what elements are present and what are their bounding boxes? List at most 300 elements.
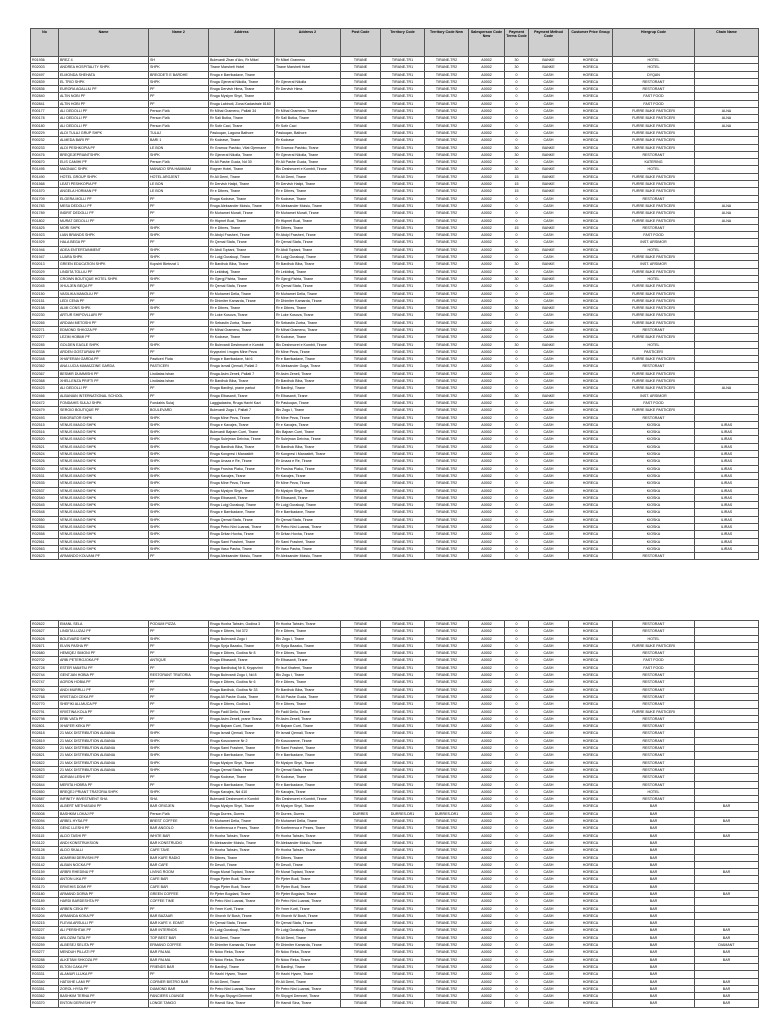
table-cell: TIRANE-TR2 (425, 378, 469, 385)
table-cell: CASH (529, 701, 569, 708)
table-cell: BAR (613, 949, 695, 956)
table-cell: TIRANE (341, 326, 381, 333)
table-cell: FURRE BUKE PASTICERI (613, 334, 695, 341)
table-cell: A0002 (469, 268, 505, 275)
table-cell: R02628 (31, 635, 59, 642)
table-cell: Person Fizik (149, 810, 209, 817)
table-row (31, 993, 759, 1000)
table-cell: TIRANE-TR2 (425, 883, 469, 890)
table-cell: Rruga e Barrikadave, Tirane (209, 71, 275, 78)
table-cell: CASH (529, 458, 569, 465)
table-cell: A0002 (469, 188, 505, 195)
table-cell: Laggjadastra, Rruga Haxhi Kazi (209, 399, 275, 406)
table-cell: TIRANE (341, 202, 381, 209)
table-cell: BAR (613, 869, 695, 876)
table-cell: TIRANE-TR2 (425, 912, 469, 919)
table-cell: R02770 (31, 701, 59, 708)
table-cell (695, 166, 759, 173)
table-cell: CASH (529, 451, 569, 458)
table-cell: TIRANE-TR1 (381, 509, 425, 516)
table-cell: Rruga Mine Peza, Tirane (209, 480, 275, 487)
table-cell: Rr Gjeneral Nikolla (275, 78, 341, 85)
table-cell: Rr Sebastin Zorba, Tirane (209, 319, 275, 326)
table-cell (695, 737, 759, 744)
table-row (31, 693, 759, 700)
table-cell: SHPK (149, 429, 209, 436)
table-cell (695, 621, 759, 628)
table-cell: TIRANE-TR1 (381, 628, 425, 635)
table-cell: Rr Konferenca e Pezes, Tirane (209, 825, 275, 832)
table-cell: Rr Syrja Bazaku, Tirane (275, 642, 341, 649)
table-row (31, 825, 759, 832)
table-cell (695, 788, 759, 795)
table-cell: HORECA (569, 129, 613, 136)
table-cell: Rruga Kongresi i Manastirit (209, 451, 275, 458)
table-cell: FURRE BUKE PASTICERI (613, 115, 695, 122)
table-cell: TIRANE-TR1 (381, 839, 425, 846)
table-cell: TIRANE (341, 239, 381, 246)
table-cell: TIRANE-TR1 (381, 399, 425, 406)
table-row (31, 890, 759, 897)
table-cell: MORI SHPK (59, 224, 149, 231)
table-cell: R03204 (31, 912, 59, 919)
table-cell: TIRANE (341, 818, 381, 825)
table-cell: Rr Sami Frasheri, Tirane (275, 745, 341, 752)
table-cell: A0002 (469, 392, 505, 399)
table-row (31, 115, 759, 122)
table-cell: CASH (529, 686, 569, 693)
table-cell: SHPK (149, 745, 209, 752)
table-cell: A0002 (469, 920, 505, 927)
table-cell: TIRANE (341, 268, 381, 275)
table-cell: HORECA (569, 524, 613, 531)
table-cell: HORECA (569, 672, 613, 679)
table-cell: BAR (613, 993, 695, 1000)
table-cell: A0002 (469, 421, 505, 428)
table-cell: SHPK (149, 443, 209, 450)
table-cell: 0 (505, 650, 529, 657)
table-row (31, 451, 759, 458)
table-cell: HORECA (569, 122, 613, 129)
table-cell: PF (149, 100, 209, 107)
table-cell: A0002 (469, 701, 505, 708)
table-cell: PF (149, 723, 209, 730)
table-cell: CASH (529, 86, 569, 93)
table-cell: BAR (613, 905, 695, 912)
table-cell: R02623 (31, 553, 59, 560)
table-cell: Rr Dibres, Tirane (275, 854, 341, 861)
table-cell: HORECA (569, 854, 613, 861)
table-cell (695, 137, 759, 144)
table-cell: VENUS IMAGO SHPK (59, 494, 149, 501)
table-cell: HORECA (569, 115, 613, 122)
table-cell: KIOSKA (613, 524, 695, 531)
table-cell (695, 268, 759, 275)
table-cell: A0002 (469, 217, 505, 224)
table-cell: FURRE BUKE PASTICERI (613, 407, 695, 414)
table-cell: 0 (505, 708, 529, 715)
table-cell: CASH (529, 202, 569, 209)
table-cell: 0 (505, 927, 529, 934)
table-cell: Rruga e Barrikadave, Nd 6 (209, 356, 275, 363)
table-row (31, 635, 759, 642)
table-cell: TIRANE (341, 341, 381, 348)
table-cell: HORECA (569, 305, 613, 312)
table-cell: TIRANE-TR1 (381, 752, 425, 759)
table-cell: Rr e Dibres, Tirane (275, 305, 341, 312)
table-cell: LE BON (149, 188, 209, 195)
table-cell: HORECA (569, 905, 613, 912)
table-cell: CASH (529, 78, 569, 85)
table-cell (695, 232, 759, 239)
table-cell: Rr Ndoc Reka, Tirane (275, 949, 341, 956)
table-cell: Rr Kodrave, Tirane (209, 334, 275, 341)
table-cell: BANKE (529, 392, 569, 399)
table-cell: TIRANE-TR1 (381, 708, 425, 715)
table-cell: FURRE BUKE PASTICERI (613, 319, 695, 326)
table-cell: Rr Abdyl Frasheri, Tirane (275, 232, 341, 239)
table-cell: HORECA (569, 268, 613, 275)
table-cell (695, 78, 759, 85)
table-row (31, 399, 759, 406)
table-cell: TIRANE (341, 115, 381, 122)
table-cell: TIRANE-TR2 (425, 657, 469, 664)
table-cell: R02423 (31, 385, 59, 392)
table-cell: HORECA (569, 745, 613, 752)
table-cell: TIRANE-TR1 (381, 701, 425, 708)
table-cell: Rruga Ismail Qemali, Pallati 2 (209, 363, 275, 370)
table-cell: CASH (529, 664, 569, 671)
table-cell: VENUS IMAGO SHPK (59, 502, 149, 509)
table-cell: Rruga Bajram Curri, Tirane (209, 723, 275, 730)
table-cell: 21 MAX DISTRIBUTION ALBANIA (59, 730, 149, 737)
table-cell: R02840 (31, 93, 59, 100)
table-cell: HORECA (569, 788, 613, 795)
table-row (31, 370, 759, 377)
table-cell: Rr Hoxha Tahsim, Tirane (209, 847, 275, 854)
table-cell: A0002 (469, 210, 505, 217)
table-cell: R01570 (31, 188, 59, 195)
table-cell: Rr Xhorxh W Bush, Tirane (209, 912, 275, 919)
table-cell: SHPK (149, 752, 209, 759)
table-cell: R02150 (31, 290, 59, 297)
table-cell: R02841 (31, 100, 59, 107)
table-cell: HORECA (569, 239, 613, 246)
table-cell: CAFE BAR (149, 883, 209, 890)
table-cell: 0 (505, 436, 529, 443)
table-cell: TIRANE-TR2 (425, 737, 469, 744)
table-cell: HORECA (569, 876, 613, 883)
table-cell: R01923 (31, 232, 59, 239)
table-cell: Rruga Asim Zeneli, Pallati 7 (209, 370, 275, 377)
table-cell: Rr Bajram Curri, Tirane (275, 723, 341, 730)
table-cell: BAR BAZAAR (149, 912, 209, 919)
table-cell: HORECA (569, 664, 613, 671)
table-cell: TIRANE-TR1 (381, 246, 425, 253)
table-cell: TIRANE (341, 436, 381, 443)
table-cell: BOULEVARD (149, 407, 209, 414)
table-cell: TIRANE (341, 657, 381, 664)
table-cell: TIRANE (341, 443, 381, 450)
table-cell: TIRANE-TR1 (381, 679, 425, 686)
table-cell: BAR KAFE V. EDMIT (149, 920, 209, 927)
table-cell: PF (149, 239, 209, 246)
table-cell: 0 (505, 399, 529, 406)
table-cell: Rruga Bardhyl, prane parkut (209, 385, 275, 392)
table-cell (695, 686, 759, 693)
table-cell: A0002 (469, 465, 505, 472)
table-cell: TIRANE-TR1 (381, 115, 425, 122)
table-cell: 0 (505, 686, 529, 693)
table-cell: PF (149, 781, 209, 788)
table-cell: HORECA (569, 825, 613, 832)
table-cell: ZOROL HYSA PF (59, 985, 149, 992)
table-cell: TIRANE-TR2 (425, 472, 469, 479)
table-cell: CASH (529, 635, 569, 642)
table-cell (695, 971, 759, 978)
table-cell: CASH (529, 129, 569, 136)
table-cell: A0002 (469, 693, 505, 700)
table-row (31, 407, 759, 414)
table-cell (695, 810, 759, 817)
table-cell: HALA BEGA PF (59, 239, 149, 246)
table-cell: Rr Hiqmet Buzi, Tirane (209, 217, 275, 224)
table-cell: Paskuqan, Bathore (275, 129, 341, 136)
table-cell: ELTON CAKA PF (59, 963, 149, 970)
table-cell: R02466 (31, 392, 59, 399)
table-cell: 0 (505, 679, 529, 686)
table-cell: CASH (529, 650, 569, 657)
table-row (31, 942, 759, 949)
table-cell: SHPK (149, 414, 209, 421)
table-cell: Rruga e Dibres, Godina Nr 6 (209, 679, 275, 686)
table-cell: 0 (505, 78, 529, 85)
table-cell: Kryqezimi i rruges Mine Peza (209, 348, 275, 355)
table-cell: TIRANE-TR2 (425, 93, 469, 100)
table-cell: Rruga Sami Frasheri, Tirane (209, 745, 275, 752)
table-cell: TIRANE (341, 927, 381, 934)
table-cell: Rr e Barrikadave, Tirane (275, 752, 341, 759)
table-cell: TIRANE-TR2 (425, 399, 469, 406)
table-cell: TIRANE (341, 920, 381, 927)
table-cell: 0 (505, 414, 529, 421)
table-cell: TIRANE-TR1 (381, 151, 425, 158)
table-cell: ALAMUR LLUKA PF (59, 971, 149, 978)
table-cell: CASH (529, 290, 569, 297)
table-cell (695, 407, 759, 414)
table-cell: CASH (529, 766, 569, 773)
table-cell: TIRANE-TR2 (425, 385, 469, 392)
table-cell: TIRANE-TR1 (381, 217, 425, 224)
table-cell: KIOSKA (613, 472, 695, 479)
table-cell: CASH (529, 93, 569, 100)
table-cell: BAR (613, 832, 695, 839)
table-cell: KIOSKA (613, 443, 695, 450)
table-cell (695, 261, 759, 268)
table-cell: Rr Mihal Grameno, Tirane (275, 108, 341, 115)
table-cell: TIRANE-TR1 (381, 312, 425, 319)
table-cell: 15 (505, 188, 529, 195)
table-cell: 0 (505, 621, 529, 628)
table-cell: TIRANE (341, 905, 381, 912)
table-cell: Rruga Qemal Stafa, Tirane (209, 516, 275, 523)
table-row (31, 650, 759, 657)
table-cell (695, 297, 759, 304)
table-cell: TIRANE (341, 407, 381, 414)
table-cell: A0002 (469, 1000, 505, 1007)
table-cell: Rruga Unaza e Re, Tirane (209, 458, 275, 465)
table-cell: R01495 (31, 166, 59, 173)
table-cell: ARBI PETERGJOKA PF (59, 657, 149, 664)
table-cell (695, 745, 759, 752)
table-cell (695, 195, 759, 202)
table-header-row (31, 29, 759, 57)
table-cell: 0 (505, 429, 529, 436)
table-cell: 30 (505, 305, 529, 312)
table-cell: R03159 (31, 869, 59, 876)
table-cell: Rr Qemal Stafa, Tirane (209, 283, 275, 290)
table-cell: BAR (695, 927, 759, 934)
table-cell: CASH (529, 956, 569, 963)
table-cell: FRIENDS BAR (149, 963, 209, 970)
table-cell: Rr Sebastin Zorba, Tirane (275, 319, 341, 326)
table-cell: TIRANE-TR2 (425, 531, 469, 538)
table-cell: CASH (529, 312, 569, 319)
table-cell: TIRANE-TR1 (381, 502, 425, 509)
table-cell: TIRANE (341, 297, 381, 304)
table-cell: TIRANE-TR2 (425, 825, 469, 832)
table-cell: 0 (505, 115, 529, 122)
table-cell: 0 (505, 737, 529, 744)
table-cell: FURRE BUKE PASTICERI (613, 290, 695, 297)
table-cell: RESTORANT (613, 730, 695, 737)
table-cell: CASH (529, 407, 569, 414)
table-cell: Paskuqan, Laguna Bathore (209, 129, 275, 136)
table-cell: VENUS IMAGO SHPK (59, 465, 149, 472)
table-cell: KRISTINA KOLA PF (59, 708, 149, 715)
table-cell: Rr Gjeneral Nikolla, Tirane (275, 151, 341, 158)
table-cell (695, 378, 759, 385)
table-cell: BANKE (529, 181, 569, 188)
table-cell: R02561 (31, 538, 59, 545)
table-cell: TIRANE (341, 71, 381, 78)
table-cell: ILIRAS (695, 531, 759, 538)
table-cell: 0 (505, 781, 529, 788)
table-cell: FAST FOOD (613, 93, 695, 100)
table-cell: Rr Pjeter Budi, Tirane (275, 876, 341, 883)
table-cell: TIRANE (341, 759, 381, 766)
table-cell: CASH (529, 553, 569, 560)
table-cell: TIRANE-TR2 (425, 1000, 469, 1007)
table-cell (695, 64, 759, 71)
table-cell: BARI 1 (149, 137, 209, 144)
table-cell: HORECA (569, 407, 613, 414)
table-cell: Rr Vaso Pasha, Tirane (275, 545, 341, 552)
table-cell: BAR (695, 956, 759, 963)
table-cell: HORECA (569, 283, 613, 290)
table-cell: A0002 (469, 766, 505, 773)
table-cell: TIRANE-TR1 (381, 436, 425, 443)
table-row (31, 78, 759, 85)
table-cell (275, 100, 341, 107)
table-cell: TIRANE-TR2 (425, 275, 469, 282)
table-cell: 0 (505, 370, 529, 377)
table-cell: HORECA (569, 494, 613, 501)
table-cell: HORECA (569, 752, 613, 759)
table-cell: TIRANE (341, 642, 381, 649)
table-cell: TIRANE-TR2 (425, 723, 469, 730)
table-cell: TIRANE-TR1 (381, 458, 425, 465)
table-cell: RESTORANT (613, 672, 695, 679)
table-cell: VENUS IMAGO SHPK (59, 443, 149, 450)
table-cell: ILIRAS (695, 502, 759, 509)
table-cell: PF (149, 679, 209, 686)
table-cell: A0002 (469, 297, 505, 304)
table-cell: HORECA (569, 297, 613, 304)
table-cell: DIAMOND BAR (149, 985, 209, 992)
table-cell: TIRANE-TR1 (381, 385, 425, 392)
table-cell: 0 (505, 290, 529, 297)
table-cell: A0002 (469, 480, 505, 487)
table-cell: TIRANE (341, 283, 381, 290)
table-cell: HORECA (569, 993, 613, 1000)
table-cell: HORECA (569, 370, 613, 377)
table-cell: BAR (613, 920, 695, 927)
table-cell: R02368 (31, 378, 59, 385)
table-cell: R03115 (31, 832, 59, 839)
table-cell: TIRANE (341, 985, 381, 992)
table-cell (695, 672, 759, 679)
table-cell: TIRANE-TR2 (425, 392, 469, 399)
table-cell (695, 876, 759, 883)
table-cell: TIRANE-TR1 (381, 934, 425, 941)
table-cell: Rruga Qemal Stafa, Tirane (209, 766, 275, 773)
table-cell: R02554 (31, 524, 59, 531)
table-cell: SHPK (149, 487, 209, 494)
table-cell: TIRANE (341, 621, 381, 628)
table-cell: VENUS IMAGO SHPK (59, 421, 149, 428)
table-cell: A0002 (469, 759, 505, 766)
table-cell (275, 71, 341, 78)
table-cell: BAR (695, 890, 759, 897)
column-header: Payment Terms Code (505, 29, 529, 57)
table-cell: HORECA (569, 261, 613, 268)
table-cell: TIRANE (341, 963, 381, 970)
table-cell: TIRANE (341, 730, 381, 737)
table-cell: Rruga e Barrikadave, Tirane (209, 509, 275, 516)
table-cell: A0002 (469, 796, 505, 803)
table-cell: RESTORANT (613, 693, 695, 700)
table-cell: PF (149, 334, 209, 341)
table-cell: 0 (505, 334, 529, 341)
table-cell: MURAT DEDOLLI PF (59, 217, 149, 224)
table-cell: A0002 (469, 927, 505, 934)
table-cell: Rr Ndoc Reka, Tirane (209, 956, 275, 963)
table-cell: HORECA (569, 679, 613, 686)
table-cell: CASH (529, 487, 569, 494)
table-cell: HOTEL (613, 246, 695, 253)
table-cell (695, 86, 759, 93)
table-cell (695, 708, 759, 715)
table-cell: A0002 (469, 283, 505, 290)
table-cell: RESTORANT (613, 628, 695, 635)
table-cell: Rruga Murat Toptani, Tirane (209, 869, 275, 876)
table-cell: TIRANE-TR2 (425, 268, 469, 275)
table-cell: TIRANE-TR2 (425, 254, 469, 261)
table-cell: TIRANE (341, 847, 381, 854)
table-cell (695, 723, 759, 730)
customer-table-1 (30, 28, 759, 560)
